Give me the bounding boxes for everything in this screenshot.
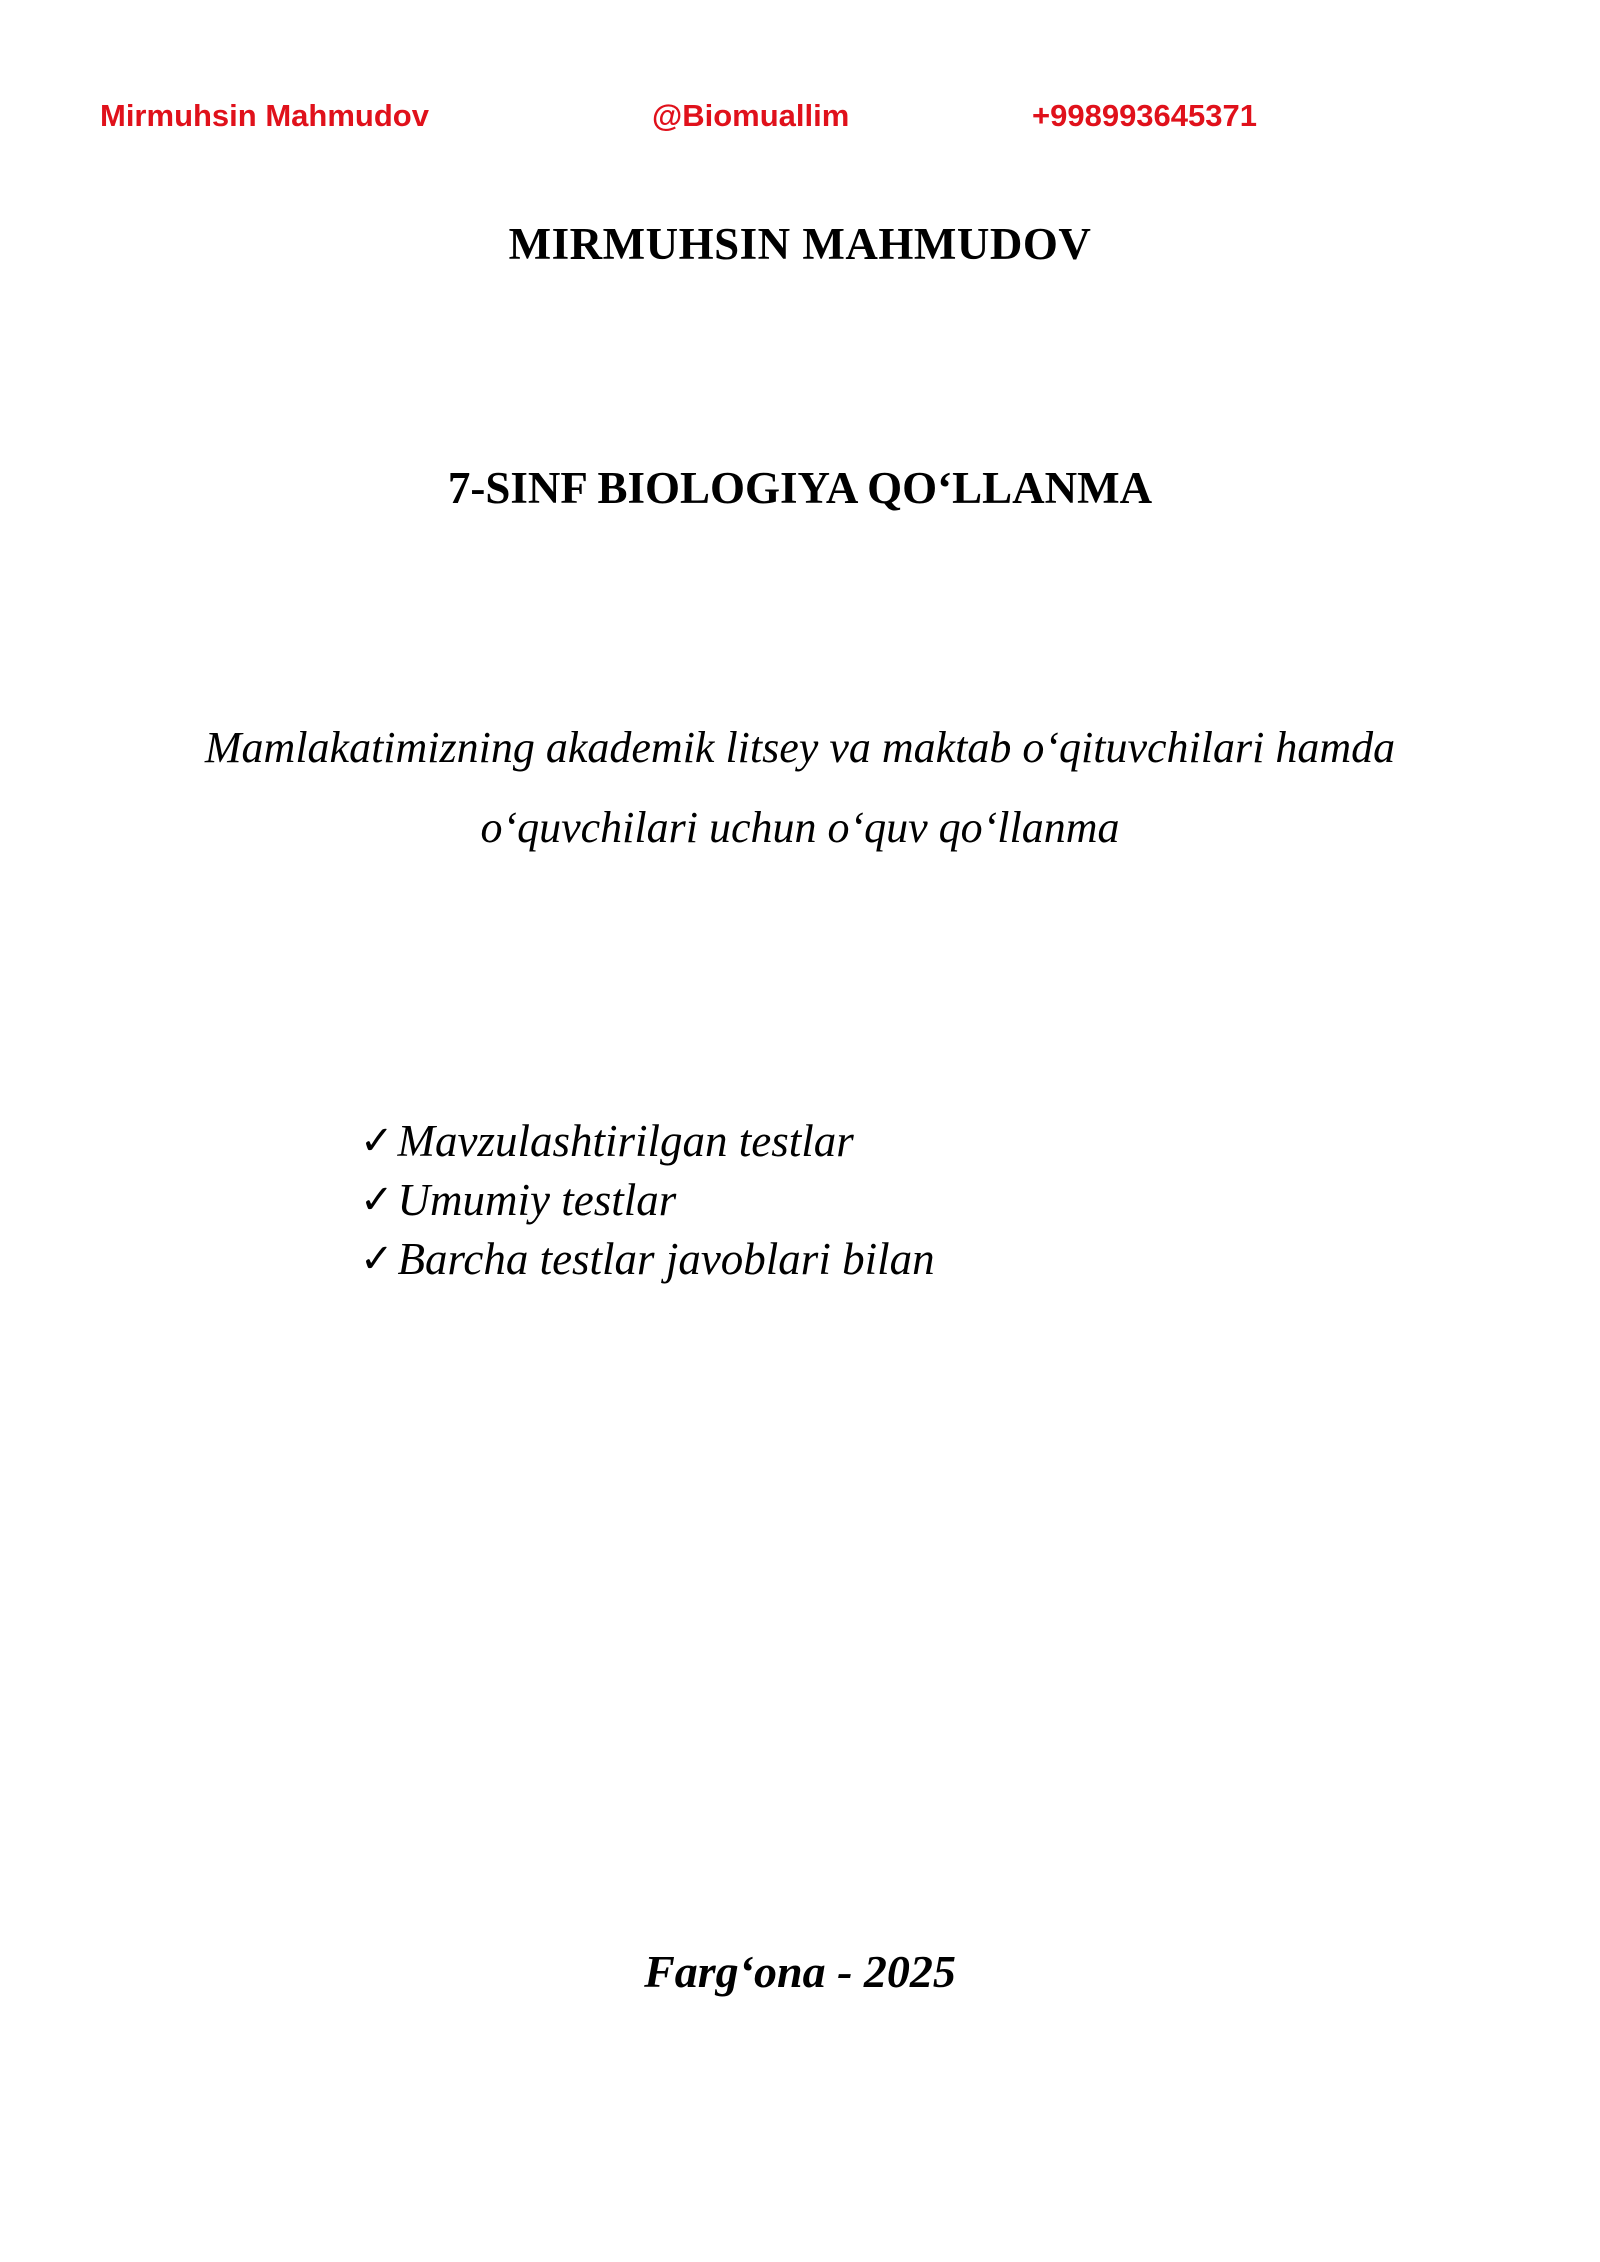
check-icon: ✓: [360, 1177, 394, 1223]
check-icon: ✓: [360, 1236, 394, 1282]
feature-checklist: [360, 1112, 1260, 1289]
checklist-item: [360, 1230, 1260, 1289]
checklist-item-label: Umumiy testlar: [397, 1175, 677, 1225]
subtitle-line-2: o‘quvchilari uchun o‘quv qo‘llanma: [480, 803, 1120, 852]
book-title: 7-SINF BIOLOGIYA QO‘LLANMA: [447, 463, 1153, 513]
subtitle-line-1: Mamlakatimizning akademik litsey va maktab o‘qituvchilari hamda: [204, 723, 1396, 772]
check-icon: ✓: [360, 1118, 394, 1164]
place-and-year: Farg‘ona - 2025: [644, 1946, 956, 1997]
header-author-name: Mirmuhsin Mahmudov: [100, 98, 429, 133]
author-title: MIRMUHSIN MAHMUDOV: [508, 219, 1092, 269]
header-handle: @Biomuallim: [652, 98, 850, 133]
checklist-item: [360, 1171, 1260, 1230]
book-subtitle: [0, 708, 1600, 868]
checklist-item-label: Mavzulashtirilgan testlar: [397, 1116, 854, 1166]
header-phone: +998993645371: [1032, 98, 1257, 133]
checklist-item-label: Barcha testlar javoblari bilan: [397, 1234, 935, 1284]
page-header: [0, 98, 1600, 142]
checklist-item: [360, 1112, 1260, 1171]
